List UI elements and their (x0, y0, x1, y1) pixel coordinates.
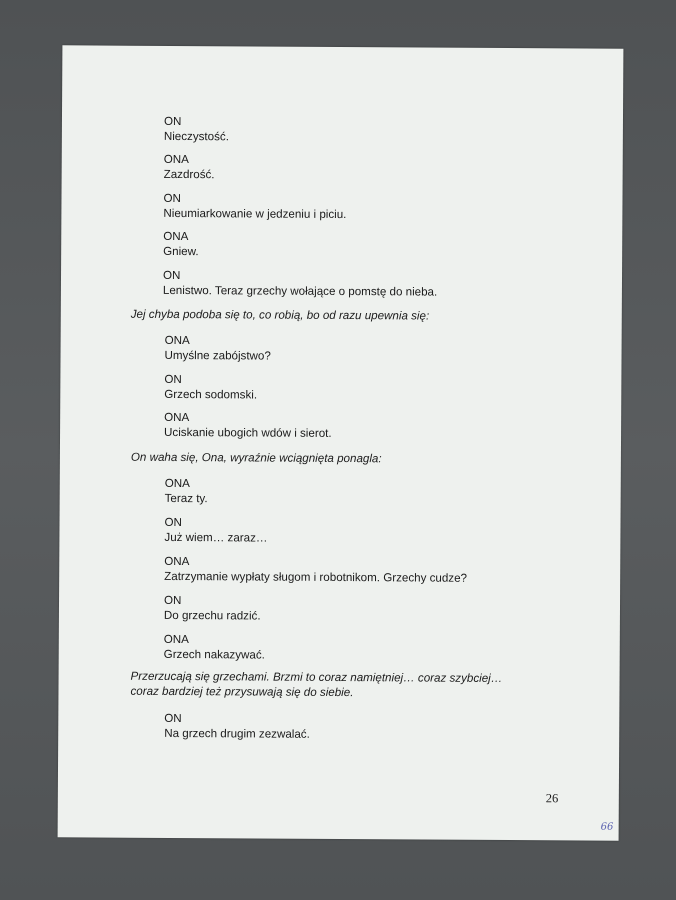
dialogue-block (164, 515, 267, 546)
dialogue-block (164, 632, 265, 663)
dialogue-line: Grzech sodomski. (164, 387, 258, 402)
dialogue-line: Grzech nakazywać. (163, 647, 265, 662)
speaker-name: ON (163, 593, 182, 608)
speaker-name: ON (163, 114, 182, 129)
dialogue-line: Na grzech drugim zezwalać. (164, 726, 310, 741)
speaker-name: ON (162, 268, 181, 283)
dialogue-line: Już wiem… zaraz… (164, 530, 268, 545)
speaker-name: ONA (163, 152, 189, 167)
speaker-name: ON (164, 711, 182, 726)
dialogue-line: Nieczystość. (163, 129, 229, 144)
dialogue-block (164, 114, 229, 144)
dialogue-block (164, 593, 261, 624)
dialogue-block (164, 554, 467, 586)
script-page (58, 45, 624, 840)
speaker-name: ONA (163, 229, 189, 244)
speaker-name: ON (163, 191, 181, 206)
dialogue-line: Umyślne zabójstwo? (164, 348, 271, 363)
dialogue-line: Zazdrość. (163, 167, 215, 182)
speaker-name: ONA (164, 554, 190, 569)
speaker-name: ONA (164, 410, 190, 425)
dialogue-block (163, 229, 199, 259)
dialogue-block (164, 372, 257, 403)
dialogue-block (163, 191, 346, 222)
dialogue-block (164, 152, 215, 182)
stage-direction: Przerzucają się grzechami. Brzmi to coraz namiętniej… coraz szybciej… coraz bardziej też przysuwają się do siebie. (130, 669, 503, 700)
dialogue-block (164, 711, 310, 742)
speaker-name: ONA (164, 333, 190, 348)
handwritten-page-mark: 66 (600, 821, 614, 833)
speaker-name: ONA (163, 632, 189, 647)
dialogue-line: Nieumiarkowanie w jedzeniu i piciu. (163, 206, 347, 222)
dialogue-block (164, 410, 332, 441)
dialogue-line: Lenistwo. Teraz grzechy wołające o pomstę do nieba. (162, 283, 438, 299)
dialogue-line: Teraz ty. (164, 491, 208, 506)
page-number: 26 (545, 791, 559, 806)
stage-direction: On waha się, Ona, wyraźnie wciągnięta ponagla: (130, 450, 382, 466)
speaker-name: ONA (164, 476, 190, 491)
dialogue-line: Gniew. (163, 244, 199, 259)
stage-direction: Jej chyba podoba się to, co robią, bo od razu upewnia się: (130, 307, 430, 323)
dialogue-block (164, 333, 271, 364)
dialogue-line: Uciskanie ubogich wdów i sierot. (164, 425, 332, 440)
dialogue-line: Zatrzymanie wypłaty sługom i robotnikom. Grzechy cudze? (164, 569, 468, 585)
speaker-name: ON (164, 515, 182, 530)
speaker-name: ON (164, 372, 182, 387)
dialogue-block (165, 476, 208, 506)
dialogue-line: Do grzechu radzić. (163, 608, 261, 623)
dialogue-block (163, 268, 438, 300)
